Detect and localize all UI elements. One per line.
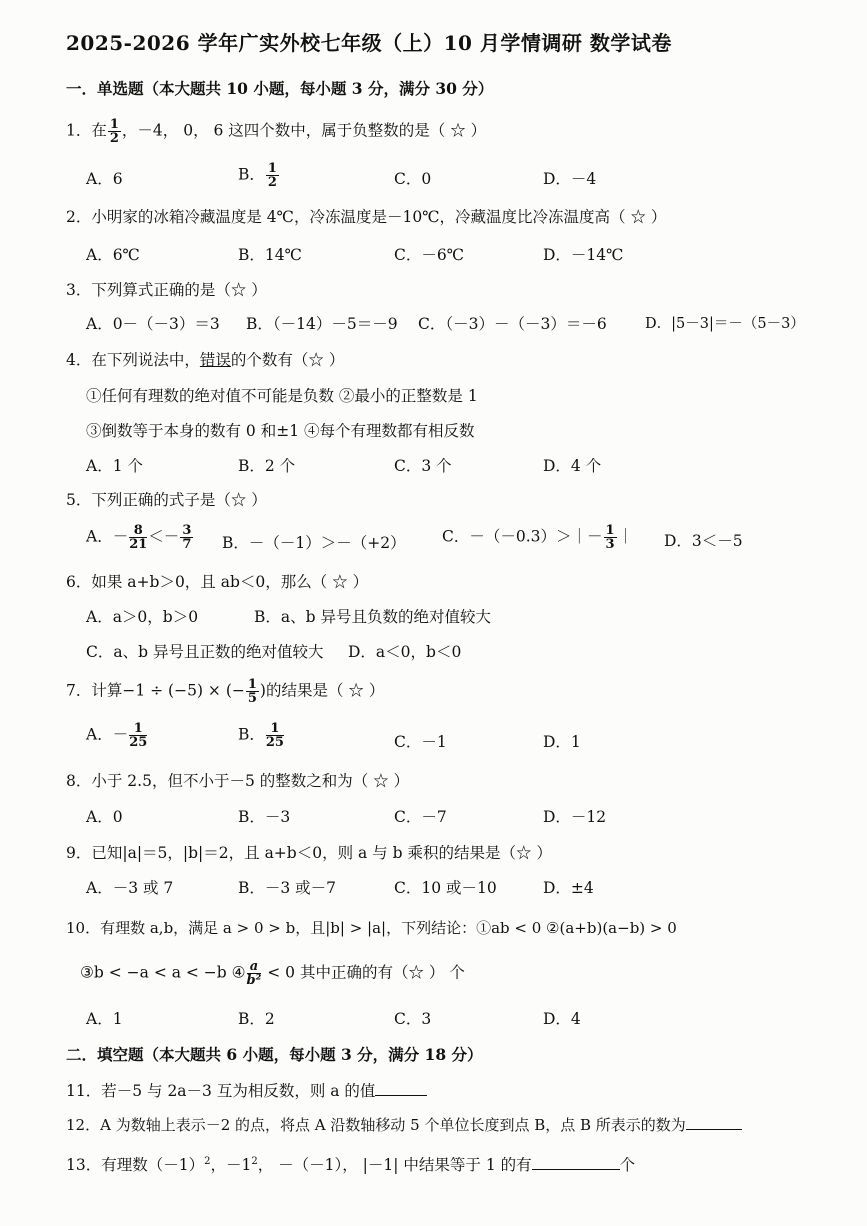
question-4-stem: 4．在下列说法中，错误的个数有（☆ ） — [66, 351, 345, 369]
option-d: D．－14℃ — [543, 246, 624, 264]
option-c: C．－7 — [394, 808, 447, 826]
question-8-stem: 8．小于 2.5，但不小于－5 的整数之和为（ ☆ ） — [66, 772, 410, 790]
question-9-stem: 9．已知|a|＝5，|b|＝2，且 a+b＜0，则 a 与 b 乘积的结果是（☆ ） — [66, 844, 552, 862]
answer-blank[interactable] — [686, 1115, 742, 1130]
statement-line: ①任何有理数的绝对值不可能是负数 ②最小的正整数是 1 — [86, 387, 478, 405]
section-heading-fill-in: 二．填空题（本大题共 6 小题，每小题 3 分，满分 18 分） — [66, 1045, 483, 1064]
option-a: A．－ $\frac{8}{21}$ ＜－ $\frac{3}{7}$ — [86, 523, 192, 552]
question-1-stem: 1．在 $\frac{1}{2}$ ，－4， 0， 6 这四个数中，属于负整数的是（ ☆ ） — [66, 117, 487, 146]
option-b: B．a、b 异号且负数的绝对值较大 — [254, 608, 491, 626]
option-d: D．±4 — [543, 879, 594, 897]
option-d: D．4 个 — [543, 457, 602, 475]
option-b: B． $\frac{1}{2}$ — [238, 161, 277, 190]
question-11-stem: 11．若－5 与 2a－3 互为相反数，则 a 的值 — [66, 1081, 427, 1101]
option-c: C．（－3）－（－3）＝－6 — [418, 315, 607, 333]
option-b: B．14℃ — [238, 246, 302, 264]
option-c: C．3 个 — [394, 457, 452, 475]
option-a: A．6℃ — [86, 246, 140, 264]
statement-line: ③倒数等于本身的数有 0 和±1 ④每个有理数都有相反数 — [86, 422, 475, 440]
option-d: D．a＜0，b＜0 — [348, 643, 462, 661]
option-c: C．3 — [394, 1010, 432, 1028]
answer-blank[interactable] — [532, 1155, 620, 1170]
option-a: A．－3 或 7 — [86, 879, 174, 897]
option-a: A．1 个 — [86, 457, 143, 475]
option-a: A．0 — [86, 808, 123, 826]
option-b: B．（－14）－5＝－9 — [246, 315, 398, 333]
option-b: B． $\frac{1}{25}$ — [238, 721, 284, 750]
option-c: C．a、b 异号且正数的绝对值较大 — [86, 643, 324, 661]
option-a: A．6 — [86, 170, 123, 188]
option-b: B．－3 或－7 — [238, 879, 337, 897]
question-3-stem: 3．下列算式正确的是（☆ ） — [66, 281, 267, 299]
question-12-stem: 12．A 为数轴上表示－2 的点，将点 A 沿数轴移动 5 个单位长度到点 B，点 B 所表示的数为 — [66, 1115, 742, 1135]
option-c: C．－1 — [394, 733, 447, 751]
question-10-conditions: ③b < −a < a < −b ④ $\frac{a}{\text{b²}}$ < 0 其中正确的有（☆ ） 个 — [80, 959, 465, 988]
page-title: 2025-2026 学年广实外校七年级（上）10 月学情调研 数学试卷 — [66, 31, 672, 55]
option-a: A．a＞0，b＞0 — [86, 608, 199, 626]
option-b: B．2 个 — [238, 457, 296, 475]
question-6-stem: 6．如果 a+b＞0，且 ab＜0，那么（ ☆ ） — [66, 573, 369, 591]
option-d: D．3＜－5 — [664, 532, 743, 550]
option-a: A．1 — [86, 1010, 123, 1028]
option-c: C．－6℃ — [394, 246, 465, 264]
option-d: D．4 — [543, 1010, 581, 1028]
option-c: C．0 — [394, 170, 432, 188]
answer-blank[interactable] — [375, 1081, 427, 1096]
option-c: C．－（－0.3）＞｜－ $\frac{1}{3}$ ｜ — [442, 523, 634, 552]
option-a: A．0－（－3）＝3 — [86, 315, 220, 333]
option-b: B．－3 — [238, 808, 291, 826]
question-13-stem: 13．有理数$(-1)^2$，$-1^2$， －（－1）， |－1| 中结果等于 1 的有 个 — [66, 1156, 636, 1175]
option-d: D．1 — [543, 733, 581, 751]
question-10-stem: 10．有理数 a,b，满足 a > 0 > b，且|b| > |a|，下列结论：①ab < 0 ②(a+b)(a−b) > 0 — [66, 919, 677, 937]
section-heading-single-choice: 一．单选题（本大题共 10 小题，每小题 3 分，满分 30 分） — [66, 79, 494, 98]
question-5-stem: 5．下列正确的式子是（☆ ） — [66, 491, 267, 509]
option-c: C．10 或－10 — [394, 879, 497, 897]
question-7-stem: 7．计算−1 ÷ (−5) × (− $\frac{1}{5}$ )的结果是（ ☆ ） — [66, 677, 385, 706]
option-d: D．－4 — [543, 170, 597, 188]
option-b: B．2 — [238, 1010, 275, 1028]
fraction: $\frac{1}{2}$ — [109, 117, 119, 146]
option-d: D．|5－3|＝－（5－3） — [645, 316, 805, 332]
option-b: B．－（－1）＞－（+2） — [222, 534, 406, 552]
option-d: D．－12 — [543, 808, 607, 826]
question-2-stem: 2．小明家的冰箱冷藏温度是 4℃，冷冻温度是－10℃，冷藏温度比冷冻温度高（ ☆ ） — [66, 208, 667, 226]
option-a: A．－ $\frac{1}{25}$ — [86, 721, 148, 750]
